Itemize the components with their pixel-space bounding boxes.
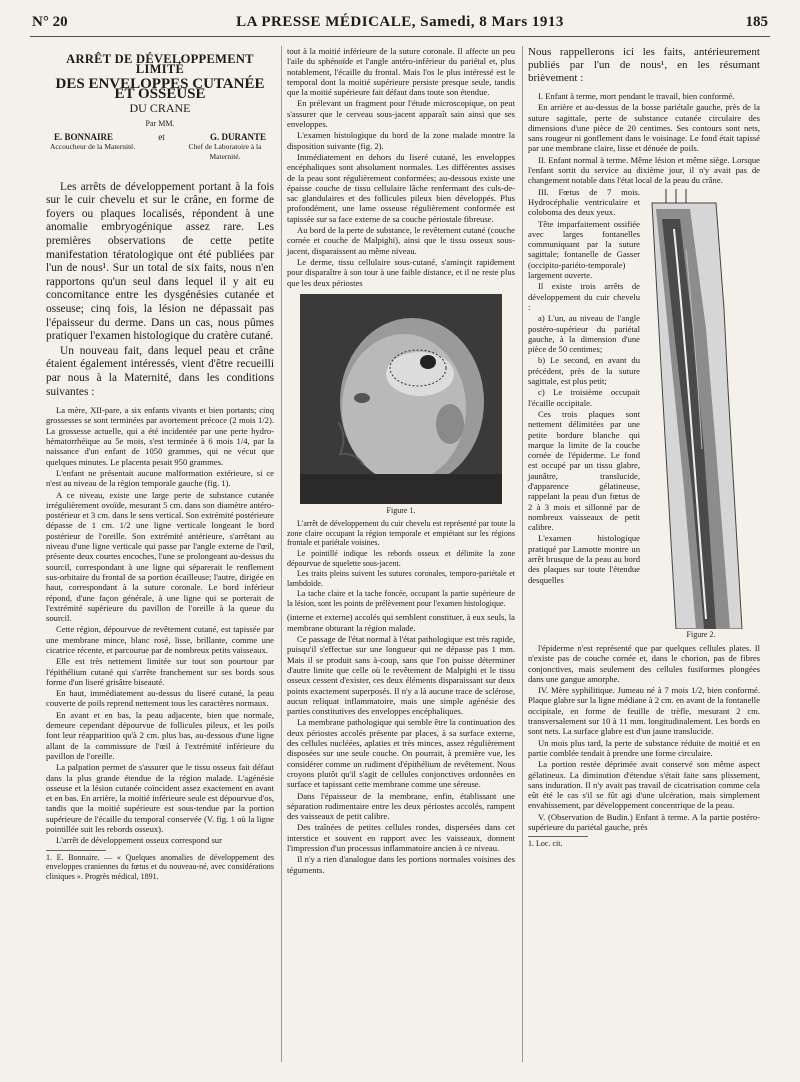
- paragraph: A ce niveau, existe une large perte de substance cutanée irrégulièrement ovoïde, mesurant 5 cm. dans son diamètre antéro-postérieur et 3 cm. dans le sens vertical. Son extrémité postérieure dépasse de 1 cm. 1/2 une ligne verticale longeant le bord postérieur de l'oreille. Son extrémité antérieure, s'arrêtant au niveau d'une ligne verticale qui passe par l'angle externe de l'œil, présente deux courtes encoches, l'une se prolongeant au-dessus du sourcil, correspondant à une ligne qui séparerait le renflement sus-orbitaire du frontal de sa portion écailleuse; l'autre, dirigée en haut, correspondant à la suture coronale. Le bord inférieur répond, d'une façon générale, à une ligne qui se porterait de l'extrémité supérieure du pavillon de l'oreille à la queue du sourcil.: [46, 489, 274, 624]
- paragraph: (interne et externe) accolés qui semblent constituer, à eux seuls, la membrane obturant la région malade.: [287, 612, 515, 633]
- paragraph: En prélevant un fragment pour l'étude microscopique, on peut s'assurer que le cerveau sous-jacent apparaît sain ainsi que ses enveloppes.: [287, 98, 515, 130]
- paragraph: b) Le second, en avant du précédent, près de la suture sagittale, est plus petit;: [528, 355, 640, 387]
- paragraph: En haut, immédiatement au-dessus du liseré cutané, la peau couverte de poils reprend nettement tous les caractères normaux.: [46, 688, 274, 709]
- caption-line: L'arrêt de développement du cuir chevelu est représenté par toute la zone claire occupant la région temporale et empiétant sur les régions frontale et pariétale voisines.: [287, 519, 515, 548]
- paragraph: L'enfant ne présentait aucune malformation extérieure, si ce n'est au niveau de la région temporale gauche (fig. 1).: [46, 467, 274, 489]
- introduction: [46, 181, 274, 400]
- column-1: [46, 46, 274, 881]
- paragraph: Cette région, dépourvue de revêtement cutané, est tapissée par une membrane mince, blanc rosé, lisse, brillante, comme une cicatrice récente, et parcourue par de nombreux petits vaisseaux.: [46, 624, 274, 655]
- paragraph: La mère, XII-pare, a six enfants vivants et bien portants; cinq grossesses se sont terminées par avortement précoce (2 mois 1/2). La grossesse actuelle, qui a été incidentée par une perte hydro-hématorrhéique au 5e mois, s'est terminée à 6 mois 1/4, par la naissance d'un enfant de 1050 grammes, qui ne vécut que quelques minutes. Le placenta pesait 950 grammes.: [46, 405, 274, 467]
- article-title-line-2: DES ENVELOPPES CUTANÉE ET OSSEUSE: [55, 75, 265, 102]
- figure-2-label: Figure 2.: [686, 629, 716, 639]
- caption-line: Le pointillé indique les rebords osseux et délimite la zone dépourvue de squelette sous-jacent.: [287, 548, 515, 568]
- paragraph: En avant et en bas, la peau adjacente, bien que normale, demeure cependant dépourvue de follicules pileux, et les poils font leur réapparition qu'à 2 cm. plus bas, au-dessous d'une ligne allant de la commissure de l'œil à l'extrémité inférieure du pavillon de l'oreille.: [46, 709, 274, 761]
- paragraph: La portion restée déprimée avait conservé son même aspect gélatineux. La diminution d'étendue s'était faite sans plissement, sans induration. Il n'y avait pas travail de cicatrisation comme cela eût été le cas s'il se fût agi d'une ulcération, mais simplement envahissement, par développement concentrique de la peau.: [528, 759, 760, 811]
- footnote: 1. Loc. cit.: [528, 839, 563, 849]
- footnote: 1. E. Bonnaire. — « Quelques anomalies de développement des enveloppes craniennes du fœtus et du nouveau-né, avec considérations cliniques ». Progrès médical, 1891.: [46, 852, 274, 881]
- paragraph: II. Enfant normal à terme. Même lésion et même siège. Lorsque l'enfant sortit du service au dixième jour, il n'y avait pas de changement notable dans l'état local de la peau du crâne.: [528, 154, 760, 186]
- paragraph: Le derme, tissu cellulaire sous-cutané, s'aminçit rapidement pour disparaître à son tour à une faible distance, et il ne reste plus que les deux périostes: [287, 256, 515, 288]
- column-2: [287, 46, 515, 876]
- figure-1-label: Figure 1.: [386, 505, 416, 515]
- author-conjunction: et: [158, 131, 165, 142]
- paragraph: Tête imparfaitement ossifiée avec larges fontanelles communiquant par la suture sagittale; fontanelle de Gasser (occipito-pariéto-temporale) largement ouverte.: [528, 218, 640, 281]
- column-3-intro: Nous rappellerons ici les faits, antérieurement publiés par l'un de nous¹, en les résumant brièvement :: [528, 46, 760, 84]
- page-number: 185: [745, 14, 768, 30]
- paragraph: Ces trois plaques sont nettement délimitées par une petite bordure blanche qui marque la limite de la couche cornée de l'épiderme. Le fond est occupé par un tissu glabre, jaunâtre, translucide, d'apparence gélatineuse, rappelant la peau d'un fœtus de 2 à 3 mois et sillonné par de nombreux vaisseaux de petit calibre.: [528, 408, 640, 533]
- wrapped-text: [528, 187, 640, 643]
- column-separator: [281, 46, 282, 1062]
- paragraph: I. Enfant à terme, mort pendant le travail, bien conformé.: [538, 91, 735, 101]
- paragraph: Immédiatement en dehors du liseré cutané, les enveloppes encéphaliques sont absolument normales. Les différentes assises de la peau sont régulièrement conformées; au-dessous existe une épaisse couche de tissu cellulaire lâche renfermant des culs-de-sac glandulaires et des follicules pileux bien développés. Plus profondément, une lame osseuse régulièrement conformée est tapissée sur sa face externe de sa couche périostale fibreuse.: [287, 151, 515, 224]
- paragraph: a) L'un, au niveau de l'angle postéro-supérieur du pariétal gauche, à la dimension d'une pièce de 50 centimes;: [528, 313, 640, 355]
- paragraph: L'arrêt de développement osseux correspond sur: [56, 835, 222, 846]
- paragraph: Un nouveau fait, dans lequel peau et crâne étaient également intéressés, vient d'être recueilli par nous à la Maternité, dans les conditions suivantes :: [46, 344, 274, 398]
- paragraph: Au bord de la perte de substance, le revêtement cutané (couche cornée et couche de Malpighi), ainsi que le tissu osseux sous-jacent, disparaissent au même niveau.: [287, 225, 515, 256]
- journal-title: LA PRESSE MÉDICALE, Samedi, 8 Mars 1913: [236, 14, 564, 30]
- author-2: G. DURANTE: [209, 131, 266, 142]
- histology-section-illustration: [646, 189, 756, 629]
- paragraph: tout à la moitié inférieure de la suture coronale. Il affecte un peu l'aile du sphénoïde et l'angle antéro-inférieur du pariétal et, plus notablement, l'écaille du frontal. Mais l'os le plus intéressé est le temporal dont la moitié supérieure persiste presque seule, tandis que la moitié supérieure fait défaut dans toute son étendue.: [287, 46, 515, 98]
- paragraph: En arrière et au-dessus de la bosse pariétale gauche, près de la suture sagittale, perte de substance cutanée circulaire des dimensions d'une pièce de 20 centimes. Ses contours sont nets, sans rougeur ni gonflement dans le voisinage. Le fond était tapissé par une membrane claire, lisse et dénuée de poils.: [528, 102, 760, 154]
- paragraph: La membrane pathologique qui semble être la continuation des deux périostes accolés présente par places, à sa surface externe, des cellules nucléées, aplaties et très minces, assez régulièrement disposées sur une seule couche. On pourrait, à première vue, les considérer comme un rudiment d'épithélium de revêtement. Nous croyons plutôt qu'il s'agit de cellules conjonctives ordonnées en surface et tapissant cette membrane comme une séreuse.: [287, 717, 515, 790]
- figure-2-block: [646, 187, 756, 643]
- paragraph: Ce passage de l'état normal à l'état pathologique est très rapide, puisqu'il s'effectue sur une longueur qui ne dépasse pas 1 mm. Mais il se produit sans à-coup, sans que l'on puisse déterminer d'autre limite que celle où le revêtement de Malpighi et le tissu osseux cessent d'exister, ces deux éléments disparaissant sur deux points exactement superposés. Il n'y a là aucune trace de sclérose, aucun reliquat inflammatoire, mais une simple agénésie des parties constitutives des enveloppes encéphaliques.: [287, 634, 515, 717]
- paragraph: V. (Observation de Budin.) Enfant à terme. A la partie postéro-supérieure du pariétal gauche, près: [528, 811, 760, 833]
- figure-2-micrograph: [646, 189, 756, 629]
- affiliations: [46, 142, 274, 163]
- caption-line: Les traits pleins suivent les sutures coronales, temporo-pariétale et lambdoïde.: [287, 569, 515, 588]
- caption-line: La tache claire et la tache foncée, occupant la partie supérieure de la lésion, sont les points de prélèvement pour l'examen histologique.: [287, 589, 515, 608]
- paragraph: Elle est très nettement limitée sur tout son pourtour par l'épithélium cutané qui s'arrête franchement sur ses bords sous forme d'un liseré grisâtre biseauté.: [46, 656, 274, 687]
- paragraph: c) Le troisième occupait l'écaille occipitale.: [528, 387, 640, 408]
- column-3: [528, 46, 760, 849]
- column-separator: [522, 46, 523, 1062]
- paragraph: La palpation permet de s'assurer que le tissu osseux fait défaut dans la plus grande étendue de la région malade. L'agénésie osseuse et la lésion cutanée coïncident assez exactement en avant et en bas. En arrière, la moitié inférieure seule est dépourvue d'os, tandis que la moitié supérieure est sous-tendue par la portion supérieure de l'écaille du temporal conservée (V. fig. 1 où la ligne pointillée suit les rebords osseux).: [46, 762, 274, 835]
- affiliation-2: Chef de Laboratoire à la Maternité.: [188, 142, 262, 162]
- paragraph: Il existe trois arrêts de développement du cuir chevelu :: [528, 281, 640, 312]
- paragraph: Des traînées de petites cellules rondes, dispersées dans cet interstice et souvent en rapport avec les vaisseaux, donnent l'impression d'un processus inflammatoire ancien à ce niveau.: [287, 822, 515, 853]
- footnote-rule: [528, 836, 588, 837]
- authors: [46, 132, 274, 142]
- paragraph: l'épiderme n'est représenté que par quelques cellules plates. Il n'existe pas de couche cornée et, dans le chorion, pas de fibres conjonctives, mais seulement des cellules fusiformes plongées dans une gangue amorphe.: [528, 642, 760, 684]
- paragraph: IV. Mère syphilitique. Jumeau né à 7 mois 1/2, bien conformé. Plaque glabre sur la ligne médiane à 2 cm. en avant de la fontanelle occipitale, en forme de feuille de trèfle, mesurant 2 cm. transversalement sur 10 à 11 mm. longitudinalement. Les bords en sont nets. La surface glabre est d'un jaune translucide.: [528, 685, 760, 737]
- affiliation-1: Accoucheur de la Maternité.: [50, 142, 136, 152]
- byline: Par MM.: [145, 119, 175, 129]
- paragraph: L'examen histologique du bord de la zone malade montre la disposition suivante (fig. 2).: [287, 130, 515, 151]
- paragraph: Il n'y a rien d'analogue dans les portions normales voisines des téguments.: [287, 854, 515, 875]
- figure-1-caption: [287, 519, 515, 608]
- figure-1-photo: [300, 294, 502, 504]
- article-title-line-1: ARRÊT DE DÉVELOPPEMENT LIMITÉ: [66, 52, 254, 77]
- paragraph: Un mois plus tard, la perte de substance réduite de moitié et en partie comblée tendait à prendre une forme circulaire.: [528, 737, 760, 758]
- author-1: E. BONNAIRE: [54, 131, 114, 142]
- paragraph: III. Fœtus de 7 mois. Hydrocéphalie ventriculaire et coloboma des deux yeux.: [528, 186, 640, 218]
- article-title-line-3: DU CRANE: [129, 101, 191, 116]
- running-header: [32, 14, 768, 34]
- paragraph: Les arrêts de développement portant à la fois sur le cuir chevelu et sur le crâne, en forme de foyers ou plaques localisés, répondent à une anomalie embryogénique assez rare. Les premières observations de cette petite manifestation tératologique ont été publiées par l'un de nous¹. Sur un total de six faits, nous n'en rapportons qu'un seul dans lequel il y ait eu concomitance entre les dysgénésies cutanée et osseuse; cinq fois, la lésion ne dépassait pas l'épaisseur du derme. Dans un cas, nous pûmes pratiquer l'examen histologique du cratère cutané.: [46, 180, 274, 343]
- paragraph: Dans l'épaisseur de la membrane, enfin, établissant une séparation rudimentaire entre les deux périostes accolés, rampent des vaisseaux de petit calibre.: [287, 790, 515, 822]
- infant-head-illustration: [300, 294, 502, 504]
- text-with-figure-2: [528, 187, 760, 643]
- issue-number: N° 20: [32, 14, 68, 30]
- footnote-rule: [46, 850, 106, 851]
- paragraph: L'examen histologique pratiqué par Lamotte montre un arrêt brusque de la peau au bord des plaques sur toute l'étendue desquelles: [528, 533, 640, 585]
- header-rule: [30, 36, 770, 37]
